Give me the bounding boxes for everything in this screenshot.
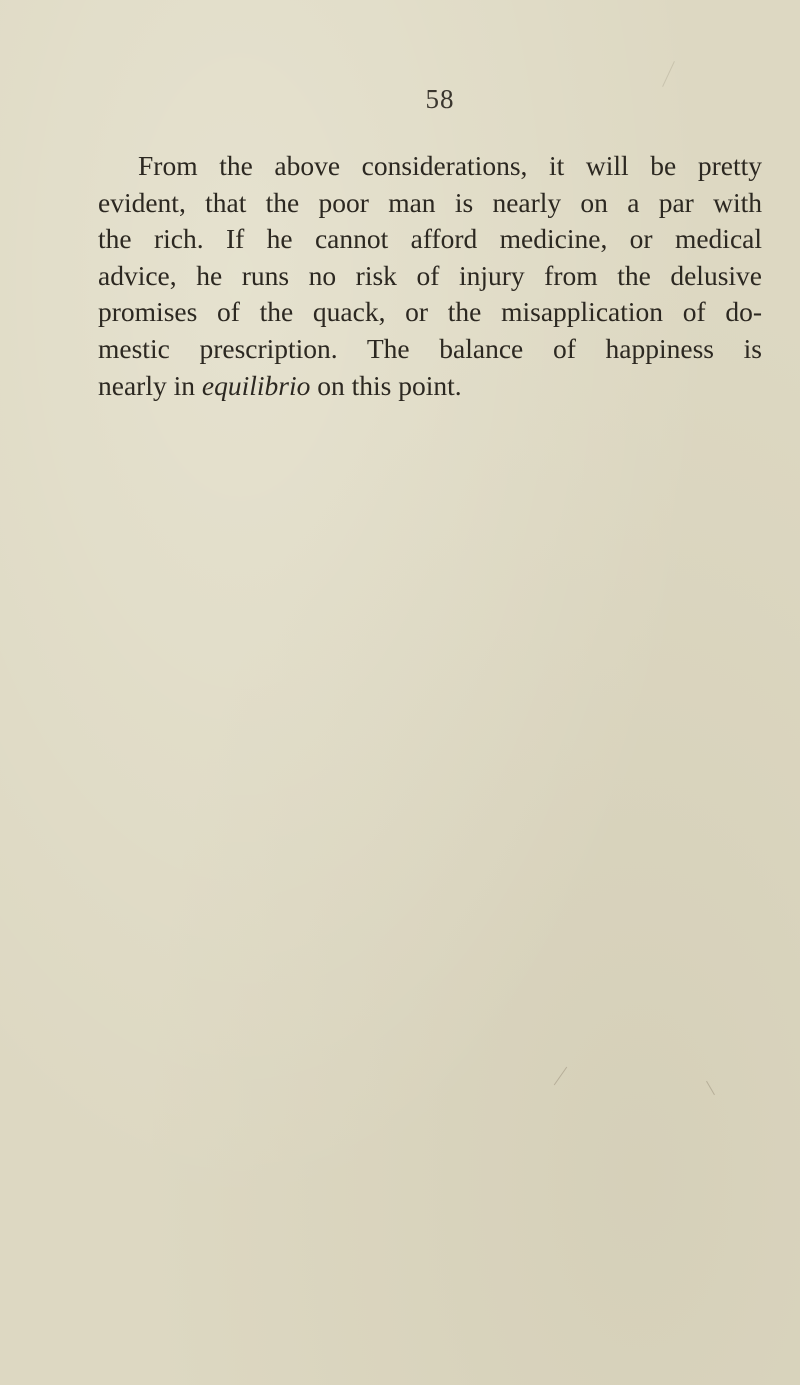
paragraph-line: mestic prescription. The balance of happiness is [98,332,762,364]
italic-emphasis: equilibrio [201,369,311,401]
page-number: 58 [425,84,455,114]
paragraph-line: evident, that the poor man is nearly on a par with [98,186,762,218]
last-line-text: nearly in [98,369,202,401]
last-line-text-end: on this point. [310,369,462,401]
paragraph-last-line [98,368,762,405]
paragraph-line: promises of the quack, or the misapplication of do- [98,296,762,328]
paragraph-line: the rich. If he cannot afford medicine, or medical [98,223,762,255]
paragraph [98,148,762,404]
scan-speck [706,1081,715,1095]
paragraph-line: advice, he runs no risk of injury from the delusive [98,259,762,291]
scan-speck [554,1067,567,1086]
paragraph-line: From the above considerations, it will be pretty [138,150,762,181]
